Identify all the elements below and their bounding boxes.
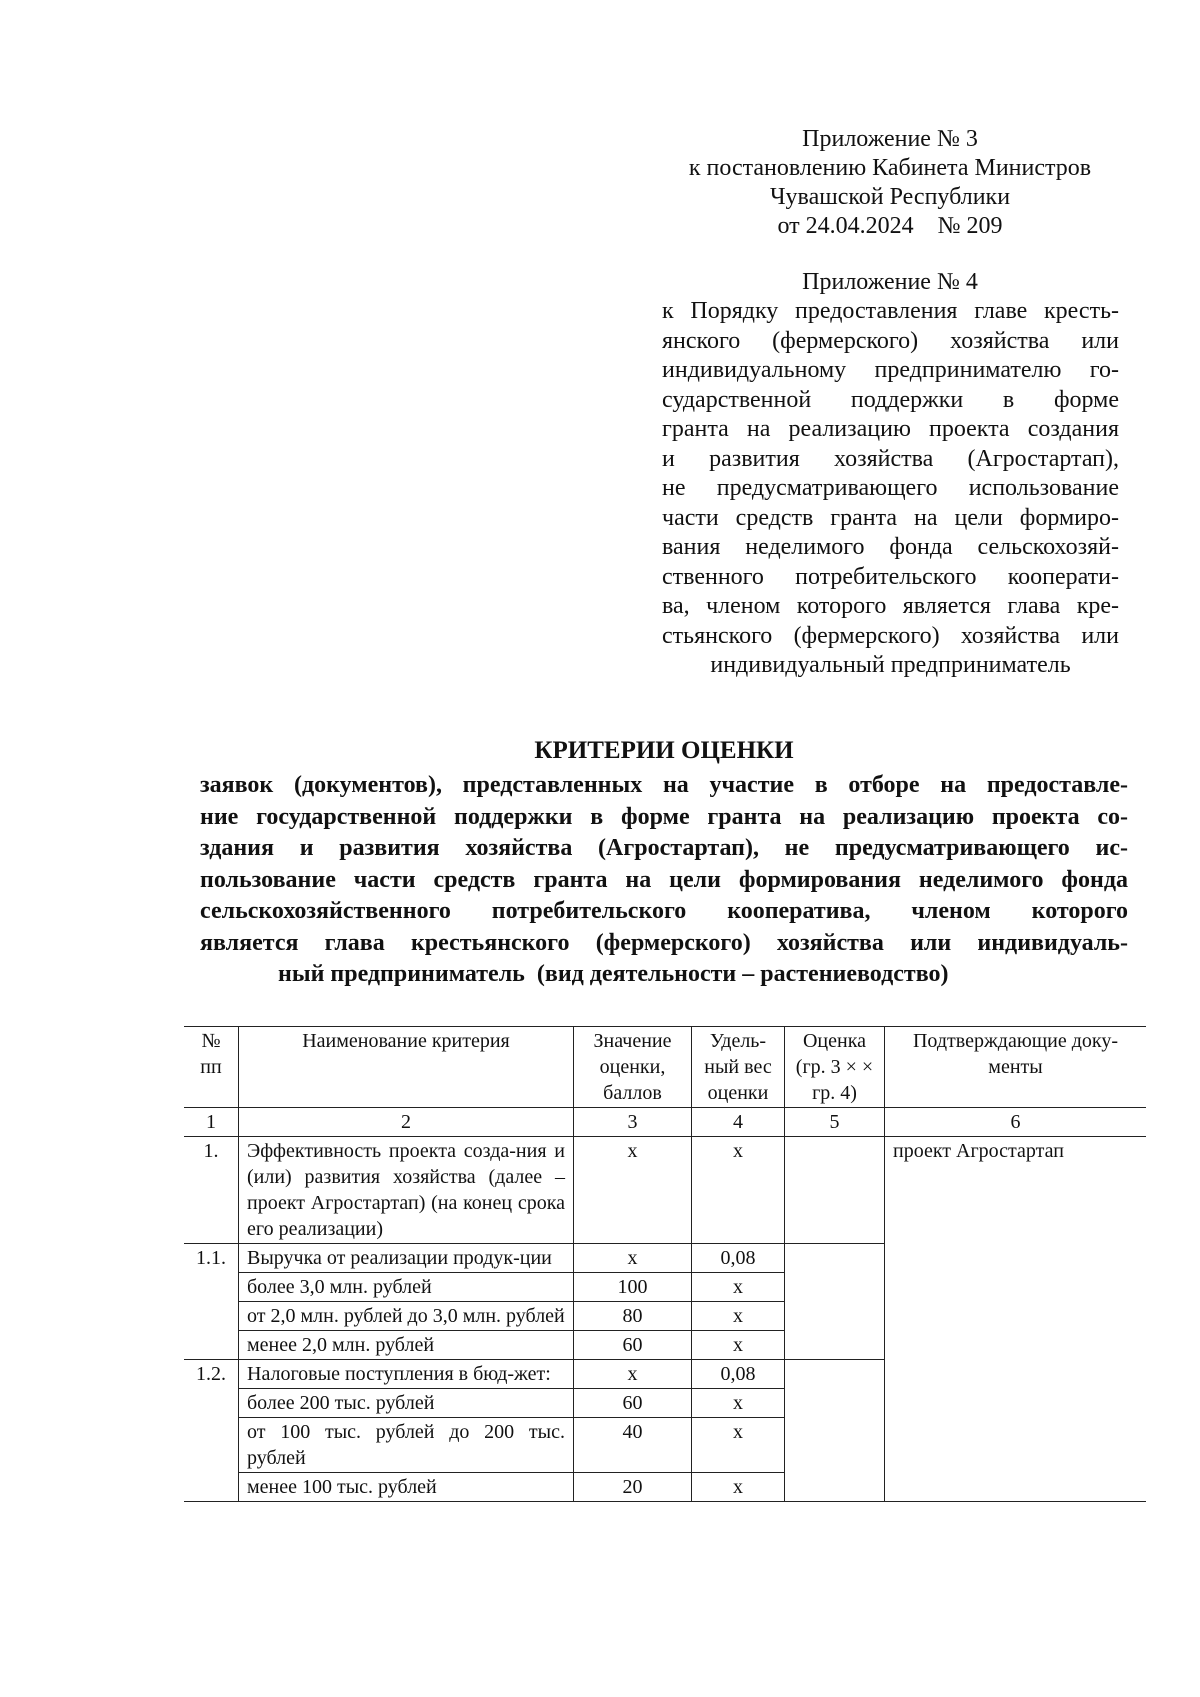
row-name: от 100 тыс. рублей до 200 тыс. рублей <box>239 1418 574 1473</box>
row-num <box>184 1302 239 1331</box>
row-num <box>184 1473 239 1502</box>
annex-3-line1: Приложение № 3 <box>802 126 978 152</box>
row-weight: х <box>692 1418 785 1473</box>
annex-4-body <box>662 297 1119 681</box>
criteria-table <box>184 1026 1146 1502</box>
row-score: х <box>574 1137 692 1244</box>
annex-4-line: сударственной поддержки в форме <box>662 386 1119 413</box>
header-score: Значение оценки, баллов <box>574 1027 692 1108</box>
row-num <box>184 1389 239 1418</box>
col-number: 6 <box>885 1108 1147 1137</box>
row-eval <box>785 1331 885 1360</box>
row-eval <box>785 1137 885 1244</box>
row-eval <box>785 1302 885 1331</box>
row-weight: х <box>692 1137 785 1244</box>
header-weight: Удель-ный вес оценки <box>692 1027 785 1108</box>
subtitle-line: ный предприниматель (вид деятельности – растениеводство) <box>278 961 949 987</box>
subtitle-line: сельскохозяйственного потребительского кооператива, членом которого <box>200 898 1128 924</box>
annex-4-line: к Порядку предоставления главе кресть- <box>662 298 1119 324</box>
row-score: 20 <box>574 1473 692 1502</box>
row-name: более 3,0 млн. рублей <box>239 1273 574 1302</box>
row-name: Выручка от реализации продук-ции <box>239 1244 574 1273</box>
annex-3-block <box>660 125 1120 241</box>
row-num: 1.1. <box>184 1244 239 1273</box>
table-header-row <box>184 1027 1146 1108</box>
annex-4-line: вания неделимого фонда сельскохозяй- <box>662 534 1119 560</box>
header-eval: Оценка (гр. 3 × × гр. 4) <box>785 1027 885 1108</box>
row-eval <box>785 1360 885 1389</box>
annex-4-line: стьянского (фермерского) хозяйства или <box>662 622 1119 649</box>
row-score: 40 <box>574 1418 692 1473</box>
col-number: 1 <box>184 1108 239 1137</box>
table-row <box>184 1137 1146 1244</box>
row-weight: х <box>692 1331 785 1360</box>
row-weight: х <box>692 1302 785 1331</box>
row-eval <box>785 1389 885 1418</box>
document-subtitle <box>200 770 1128 991</box>
column-number-row <box>184 1108 1146 1137</box>
subtitle-line: пользование части средств гранта на цели формирования неделимого фонда <box>200 866 1128 893</box>
annex-3-line4: от 24.04.2024 № 209 <box>777 213 1003 239</box>
row-docs: проект Агростартап <box>885 1137 1147 1502</box>
row-name: менее 2,0 млн. рублей <box>239 1331 574 1360</box>
header-num: № пп <box>184 1027 239 1108</box>
row-name: более 200 тыс. рублей <box>239 1389 574 1418</box>
subtitle-line: ние государственной поддержки в форме гранта на реализацию проекта со- <box>200 803 1128 830</box>
header-name: Наименование критерия <box>239 1027 574 1108</box>
annex-4-line: индивидуальный предприниматель <box>710 652 1071 678</box>
row-name: Налоговые поступления в бюд-жет: <box>239 1360 574 1389</box>
row-score: х <box>574 1360 692 1389</box>
row-weight: 0,08 <box>692 1244 785 1273</box>
col-number: 2 <box>239 1108 574 1137</box>
row-name: менее 100 тыс. рублей <box>239 1473 574 1502</box>
subtitle-line: является глава крестьянского (фермерского) хозяйства или индивидуаль- <box>200 929 1128 956</box>
row-eval <box>785 1418 885 1473</box>
row-weight: х <box>692 1473 785 1502</box>
document-title: КРИТЕРИИ ОЦЕНКИ <box>534 737 794 764</box>
annex-4-line: ва, членом которого является глава кре- <box>662 593 1119 619</box>
row-weight: х <box>692 1273 785 1302</box>
row-num: 1.2. <box>184 1360 239 1389</box>
row-num <box>184 1331 239 1360</box>
annex-3-line3: Чувашской Республики <box>769 184 1011 210</box>
row-num: 1. <box>184 1137 239 1244</box>
annex-4-line: янского (фермерского) хозяйства или <box>662 327 1119 354</box>
row-name: от 2,0 млн. рублей до 3,0 млн. рублей <box>239 1302 574 1331</box>
row-weight: 0,08 <box>692 1360 785 1389</box>
row-score: 60 <box>574 1389 692 1418</box>
row-name: Эффективность проекта созда-ния и (или) развития хозяйства (далее – проект Агростартап) (на конец срока его реализации) <box>239 1137 574 1244</box>
row-score: 60 <box>574 1331 692 1360</box>
annex-3-line2: к постановлению Кабинета Министров <box>688 155 1092 181</box>
annex-4-title: Приложение № 4 <box>802 269 978 295</box>
annex-4-line: ственного потребительского кооперати- <box>662 563 1119 590</box>
annex-4-line: части средств гранта на цели формиро- <box>662 504 1119 531</box>
header-docs: Подтверждающие доку-менты <box>885 1027 1147 1108</box>
row-num <box>184 1418 239 1473</box>
row-weight: х <box>692 1389 785 1418</box>
col-number: 4 <box>692 1108 785 1137</box>
annex-4-line: индивидуальному предпринимателю го- <box>662 357 1119 383</box>
col-number: 5 <box>785 1108 885 1137</box>
row-num <box>184 1273 239 1302</box>
row-eval <box>785 1244 885 1273</box>
row-score: 80 <box>574 1302 692 1331</box>
row-eval <box>785 1273 885 1302</box>
row-score: 100 <box>574 1273 692 1302</box>
subtitle-line: здания и развития хозяйства (Агростартап), не предусматривающего ис- <box>200 835 1128 861</box>
row-score: х <box>574 1244 692 1273</box>
annex-4-line: гранта на реализацию проекта создания <box>662 416 1119 442</box>
row-eval <box>785 1473 885 1502</box>
subtitle-line: заявок (документов), представленных на участие в отборе на предоставле- <box>200 772 1128 798</box>
annex-4-line: не предусматривающего использование <box>662 475 1119 501</box>
col-number: 3 <box>574 1108 692 1137</box>
annex-4-line: и развития хозяйства (Агростартап), <box>662 445 1119 472</box>
